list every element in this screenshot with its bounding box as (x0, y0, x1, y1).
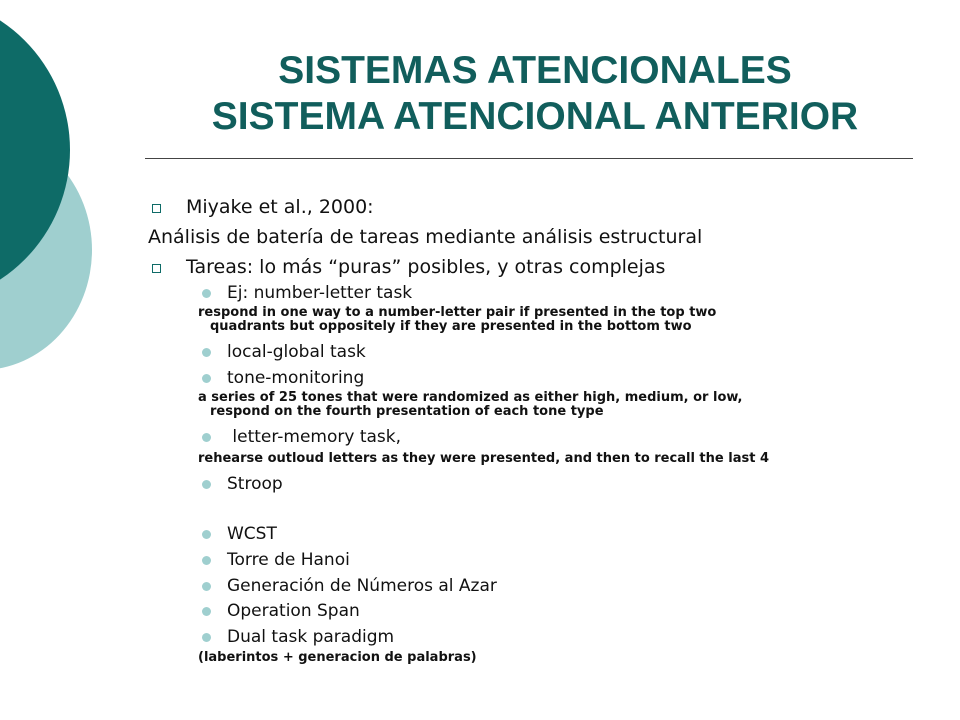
title-line-2: SISTEMA ATENCIONAL ANTERIOR (211, 95, 859, 138)
bullet-generacion: Generación de Números al Azar (227, 576, 497, 596)
note-ej-task (198, 306, 918, 334)
line-analisis: Análisis de batería de tareas mediante análisis estructural (148, 226, 703, 248)
dot-bullet-icon (202, 348, 211, 357)
bullet-stroop: Stroop (227, 474, 283, 494)
bullet-wcst: WCST (227, 524, 277, 544)
note-letter-memory: rehearse outloud letters as they were presented, and then to recall the last 4 (198, 451, 769, 466)
dot-bullet-icon (202, 433, 211, 442)
dot-bullet-icon (202, 530, 211, 539)
bullet-hanoi: Torre de Hanoi (227, 550, 350, 570)
dot-bullet-icon (202, 480, 211, 489)
dot-bullet-icon (202, 633, 211, 642)
square-bullet-icon (152, 204, 161, 213)
note-ej-line-2: quadrants but oppositely if they are presented in the bottom two (210, 319, 692, 334)
bullet-local-global: local-global task (227, 342, 366, 362)
bullet-dual-task: Dual task paradigm (227, 627, 395, 647)
note-tone (198, 391, 918, 419)
title-line-1: SISTEMAS ATENCIONALES (278, 49, 792, 92)
square-bullet-icon (152, 264, 161, 273)
dot-bullet-icon (202, 582, 211, 591)
note-ej-line-1: respond in one way to a number-letter pair if presented in the top two (198, 305, 717, 320)
bullet-tareas: Tareas: lo más “puras” posibles, y otras complejas (186, 256, 666, 278)
bullet-tone-monitoring: tone-monitoring (227, 368, 365, 388)
note-tone-line-1: a series of 25 tones that were randomized as either high, medium, or low, (198, 390, 743, 405)
bullet-operation-span: Operation Span (227, 601, 360, 621)
bullet-miyake: Miyake et al., 2000: (186, 196, 374, 218)
bullet-letter-memory: letter-memory task, (227, 427, 402, 447)
bullet-ej-task: Ej: number-letter task (227, 283, 413, 303)
dot-bullet-icon (202, 374, 211, 383)
dot-bullet-icon (202, 607, 211, 616)
note-dual-task: (laberintos + generacion de palabras) (198, 650, 477, 665)
dot-bullet-icon (202, 556, 211, 565)
note-tone-line-2: respond on the fourth presentation of each tone type (210, 404, 604, 419)
dot-bullet-icon (202, 289, 211, 298)
